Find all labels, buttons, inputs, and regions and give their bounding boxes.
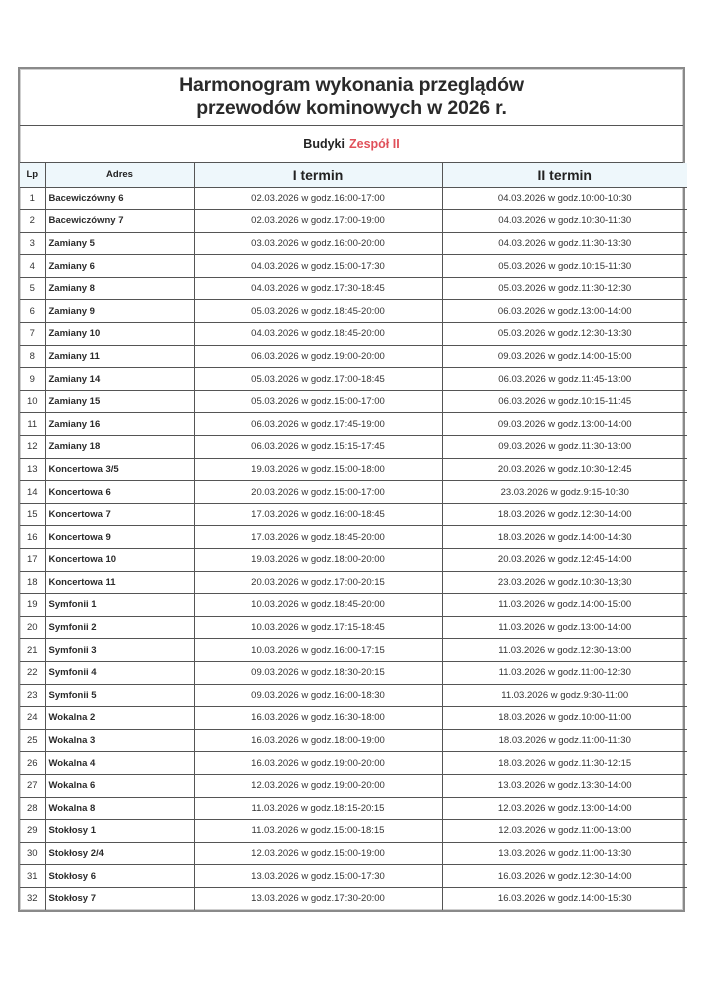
cell-term1: 10.03.2026 w godz.16:00-17:15 [194, 639, 442, 662]
cell-term1: 19.03.2026 w godz.15:00-18:00 [194, 458, 442, 481]
cell-term1: 10.03.2026 w godz.18:45-20:00 [194, 594, 442, 617]
cell-term2: 11.03.2026 w godz.13:00-14:00 [442, 616, 687, 639]
cell-lp: 20 [20, 616, 45, 639]
cell-term1: 17.03.2026 w godz.18:45-20:00 [194, 526, 442, 549]
cell-adres: Wokalna 3 [45, 729, 194, 752]
cell-adres: Symfonii 3 [45, 639, 194, 662]
cell-term1: 03.03.2026 w godz.16:00-20:00 [194, 232, 442, 255]
table-row [20, 797, 687, 820]
table-row [20, 594, 687, 617]
cell-lp: 27 [20, 774, 45, 797]
cell-lp: 13 [20, 458, 45, 481]
cell-lp: 28 [20, 797, 45, 820]
table-row [20, 549, 687, 572]
table-row [20, 729, 687, 752]
table-body [20, 187, 687, 910]
cell-term2: 11.03.2026 w godz.12:30-13:00 [442, 639, 687, 662]
cell-term1: 12.03.2026 w godz.15:00-19:00 [194, 842, 442, 865]
cell-adres: Zamiany 14 [45, 368, 194, 391]
cell-term1: 16.03.2026 w godz.19:00-20:00 [194, 752, 442, 775]
cell-term2: 09.03.2026 w godz.11:30-13:00 [442, 436, 687, 459]
document-title-line-2: przewodów kominowych w 2026 r. [196, 97, 507, 119]
cell-adres: Stokłosy 6 [45, 865, 194, 888]
cell-term2: 04.03.2026 w godz.10:00-10:30 [442, 187, 687, 210]
cell-lp: 21 [20, 639, 45, 662]
cell-lp: 5 [20, 277, 45, 300]
table-row [20, 661, 687, 684]
cell-term2: 06.03.2026 w godz.13:00-14:00 [442, 300, 687, 323]
cell-term1: 13.03.2026 w godz.17:30-20:00 [194, 887, 442, 910]
table-row [20, 887, 687, 910]
cell-lp: 12 [20, 436, 45, 459]
cell-term1: 11.03.2026 w godz.18:15-20:15 [194, 797, 442, 820]
cell-term1: 19.03.2026 w godz.18:00-20:00 [194, 549, 442, 572]
table-row [20, 413, 687, 436]
cell-adres: Bacewiczówny 6 [45, 187, 194, 210]
cell-adres: Koncertowa 3/5 [45, 458, 194, 481]
cell-term2: 11.03.2026 w godz.9:30-11:00 [442, 684, 687, 707]
cell-term2: 04.03.2026 w godz.10:30-11:30 [442, 210, 687, 233]
table-row [20, 277, 687, 300]
cell-term1: 02.03.2026 w godz.17:00-19:00 [194, 210, 442, 233]
table-row [20, 639, 687, 662]
table-header-row [20, 163, 687, 187]
schedule-document [18, 67, 685, 912]
cell-term2: 18.03.2026 w godz.12:30-14:00 [442, 503, 687, 526]
cell-term1: 13.03.2026 w godz.15:00-17:30 [194, 865, 442, 888]
table-row [20, 774, 687, 797]
cell-term2: 20.03.2026 w godz.12:45-14:00 [442, 549, 687, 572]
cell-term2: 05.03.2026 w godz.10:15-11:30 [442, 255, 687, 278]
cell-term1: 16.03.2026 w godz.18:00-19:00 [194, 729, 442, 752]
table-row [20, 571, 687, 594]
cell-lp: 4 [20, 255, 45, 278]
cell-term1: 04.03.2026 w godz.15:00-17:30 [194, 255, 442, 278]
cell-adres: Zamiany 10 [45, 323, 194, 346]
cell-term1: 06.03.2026 w godz.17:45-19:00 [194, 413, 442, 436]
column-header-term1: I termin [194, 163, 442, 187]
table-row [20, 436, 687, 459]
cell-term2: 12.03.2026 w godz.11:00-13:00 [442, 820, 687, 843]
cell-adres: Koncertowa 6 [45, 481, 194, 504]
schedule-table [20, 163, 687, 910]
table-row [20, 842, 687, 865]
cell-term1: 20.03.2026 w godz.17:00-20:15 [194, 571, 442, 594]
cell-adres: Wokalna 4 [45, 752, 194, 775]
cell-lp: 31 [20, 865, 45, 888]
cell-term2: 13.03.2026 w godz.13:30-14:00 [442, 774, 687, 797]
cell-adres: Zamiany 15 [45, 390, 194, 413]
table-row [20, 865, 687, 888]
cell-term2: 05.03.2026 w godz.11:30-12:30 [442, 277, 687, 300]
cell-lp: 14 [20, 481, 45, 504]
cell-lp: 8 [20, 345, 45, 368]
table-row [20, 526, 687, 549]
cell-term1: 17.03.2026 w godz.16:00-18:45 [194, 503, 442, 526]
cell-term2: 18.03.2026 w godz.11:30-12:15 [442, 752, 687, 775]
cell-lp: 30 [20, 842, 45, 865]
cell-adres: Zamiany 5 [45, 232, 194, 255]
cell-term2: 16.03.2026 w godz.12:30-14:00 [442, 865, 687, 888]
cell-adres: Wokalna 6 [45, 774, 194, 797]
cell-term1: 09.03.2026 w godz.16:00-18:30 [194, 684, 442, 707]
cell-lp: 22 [20, 661, 45, 684]
table-row [20, 210, 687, 233]
cell-term2: 20.03.2026 w godz.10:30-12:45 [442, 458, 687, 481]
cell-term2: 11.03.2026 w godz.11:00-12:30 [442, 661, 687, 684]
cell-adres: Zamiany 8 [45, 277, 194, 300]
cell-lp: 24 [20, 707, 45, 730]
cell-adres: Koncertowa 10 [45, 549, 194, 572]
cell-term1: 06.03.2026 w godz.19:00-20:00 [194, 345, 442, 368]
table-row [20, 458, 687, 481]
cell-term2: 23.03.2026 w godz.10:30-13;30 [442, 571, 687, 594]
cell-adres: Stokłosy 2/4 [45, 842, 194, 865]
cell-adres: Zamiany 16 [45, 413, 194, 436]
cell-lp: 32 [20, 887, 45, 910]
cell-lp: 11 [20, 413, 45, 436]
subtitle-section [20, 126, 683, 163]
table-row [20, 345, 687, 368]
table-row [20, 300, 687, 323]
cell-lp: 19 [20, 594, 45, 617]
table-row [20, 616, 687, 639]
table-row [20, 503, 687, 526]
cell-adres: Symfonii 1 [45, 594, 194, 617]
cell-term2: 11.03.2026 w godz.14:00-15:00 [442, 594, 687, 617]
subtitle-prefix: Budyki [303, 137, 345, 151]
cell-adres: Bacewiczówny 7 [45, 210, 194, 233]
cell-term1: 05.03.2026 w godz.18:45-20:00 [194, 300, 442, 323]
cell-lp: 18 [20, 571, 45, 594]
column-header-term2: II termin [442, 163, 687, 187]
cell-adres: Koncertowa 11 [45, 571, 194, 594]
cell-term1: 11.03.2026 w godz.15:00-18:15 [194, 820, 442, 843]
cell-adres: Koncertowa 9 [45, 526, 194, 549]
cell-term1: 10.03.2026 w godz.17:15-18:45 [194, 616, 442, 639]
table-row [20, 187, 687, 210]
cell-adres: Zamiany 11 [45, 345, 194, 368]
cell-term2: 09.03.2026 w godz.14:00-15:00 [442, 345, 687, 368]
cell-term2: 09.03.2026 w godz.13:00-14:00 [442, 413, 687, 436]
cell-term2: 18.03.2026 w godz.11:00-11:30 [442, 729, 687, 752]
table-row [20, 232, 687, 255]
cell-lp: 29 [20, 820, 45, 843]
cell-lp: 16 [20, 526, 45, 549]
cell-adres: Zamiany 18 [45, 436, 194, 459]
cell-term1: 04.03.2026 w godz.18:45-20:00 [194, 323, 442, 346]
cell-term2: 16.03.2026 w godz.14:00-15:30 [442, 887, 687, 910]
table-row [20, 707, 687, 730]
cell-lp: 15 [20, 503, 45, 526]
cell-term2: 12.03.2026 w godz.13:00-14:00 [442, 797, 687, 820]
cell-adres: Symfonii 5 [45, 684, 194, 707]
column-header-lp: Lp [20, 163, 45, 187]
cell-term2: 06.03.2026 w godz.10:15-11:45 [442, 390, 687, 413]
cell-lp: 26 [20, 752, 45, 775]
cell-adres: Symfonii 4 [45, 661, 194, 684]
cell-term2: 04.03.2026 w godz.11:30-13:30 [442, 232, 687, 255]
table-row [20, 390, 687, 413]
cell-lp: 2 [20, 210, 45, 233]
cell-term1: 09.03.2026 w godz.18:30-20:15 [194, 661, 442, 684]
cell-adres: Koncertowa 7 [45, 503, 194, 526]
table-row [20, 368, 687, 391]
cell-term1: 16.03.2026 w godz.16:30-18:00 [194, 707, 442, 730]
cell-adres: Stokłosy 1 [45, 820, 194, 843]
cell-lp: 23 [20, 684, 45, 707]
cell-term2: 18.03.2026 w godz.14:00-14:30 [442, 526, 687, 549]
cell-lp: 3 [20, 232, 45, 255]
cell-term1: 06.03.2026 w godz.15:15-17:45 [194, 436, 442, 459]
cell-term1: 04.03.2026 w godz.17:30-18:45 [194, 277, 442, 300]
table-row [20, 820, 687, 843]
subtitle-accent: Zespół II [348, 137, 400, 151]
column-header-adres: Adres [45, 163, 194, 187]
table-row [20, 323, 687, 346]
cell-term1: 20.03.2026 w godz.15:00-17:00 [194, 481, 442, 504]
title-section [20, 69, 683, 126]
cell-lp: 10 [20, 390, 45, 413]
cell-term1: 05.03.2026 w godz.15:00-17:00 [194, 390, 442, 413]
table-row [20, 752, 687, 775]
cell-lp: 25 [20, 729, 45, 752]
table-row [20, 481, 687, 504]
cell-lp: 6 [20, 300, 45, 323]
cell-term2: 23.03.2026 w godz.9:15-10:30 [442, 481, 687, 504]
cell-adres: Stokłosy 7 [45, 887, 194, 910]
cell-term1: 05.03.2026 w godz.17:00-18:45 [194, 368, 442, 391]
cell-lp: 1 [20, 187, 45, 210]
cell-adres: Wokalna 8 [45, 797, 194, 820]
cell-lp: 9 [20, 368, 45, 391]
cell-adres: Wokalna 2 [45, 707, 194, 730]
cell-term2: 05.03.2026 w godz.12:30-13:30 [442, 323, 687, 346]
cell-term2: 13.03.2026 w godz.11:00-13:30 [442, 842, 687, 865]
cell-lp: 17 [20, 549, 45, 572]
table-row [20, 684, 687, 707]
cell-adres: Symfonii 2 [45, 616, 194, 639]
cell-lp: 7 [20, 323, 45, 346]
cell-adres: Zamiany 6 [45, 255, 194, 278]
cell-term1: 02.03.2026 w godz.16:00-17:00 [194, 187, 442, 210]
table-row [20, 255, 687, 278]
cell-term2: 18.03.2026 w godz.10:00-11:00 [442, 707, 687, 730]
document-title-line-1: Harmonogram wykonania przeglądów [179, 74, 524, 96]
cell-term1: 12.03.2026 w godz.19:00-20:00 [194, 774, 442, 797]
cell-term2: 06.03.2026 w godz.11:45-13:00 [442, 368, 687, 391]
cell-adres: Zamiany 9 [45, 300, 194, 323]
